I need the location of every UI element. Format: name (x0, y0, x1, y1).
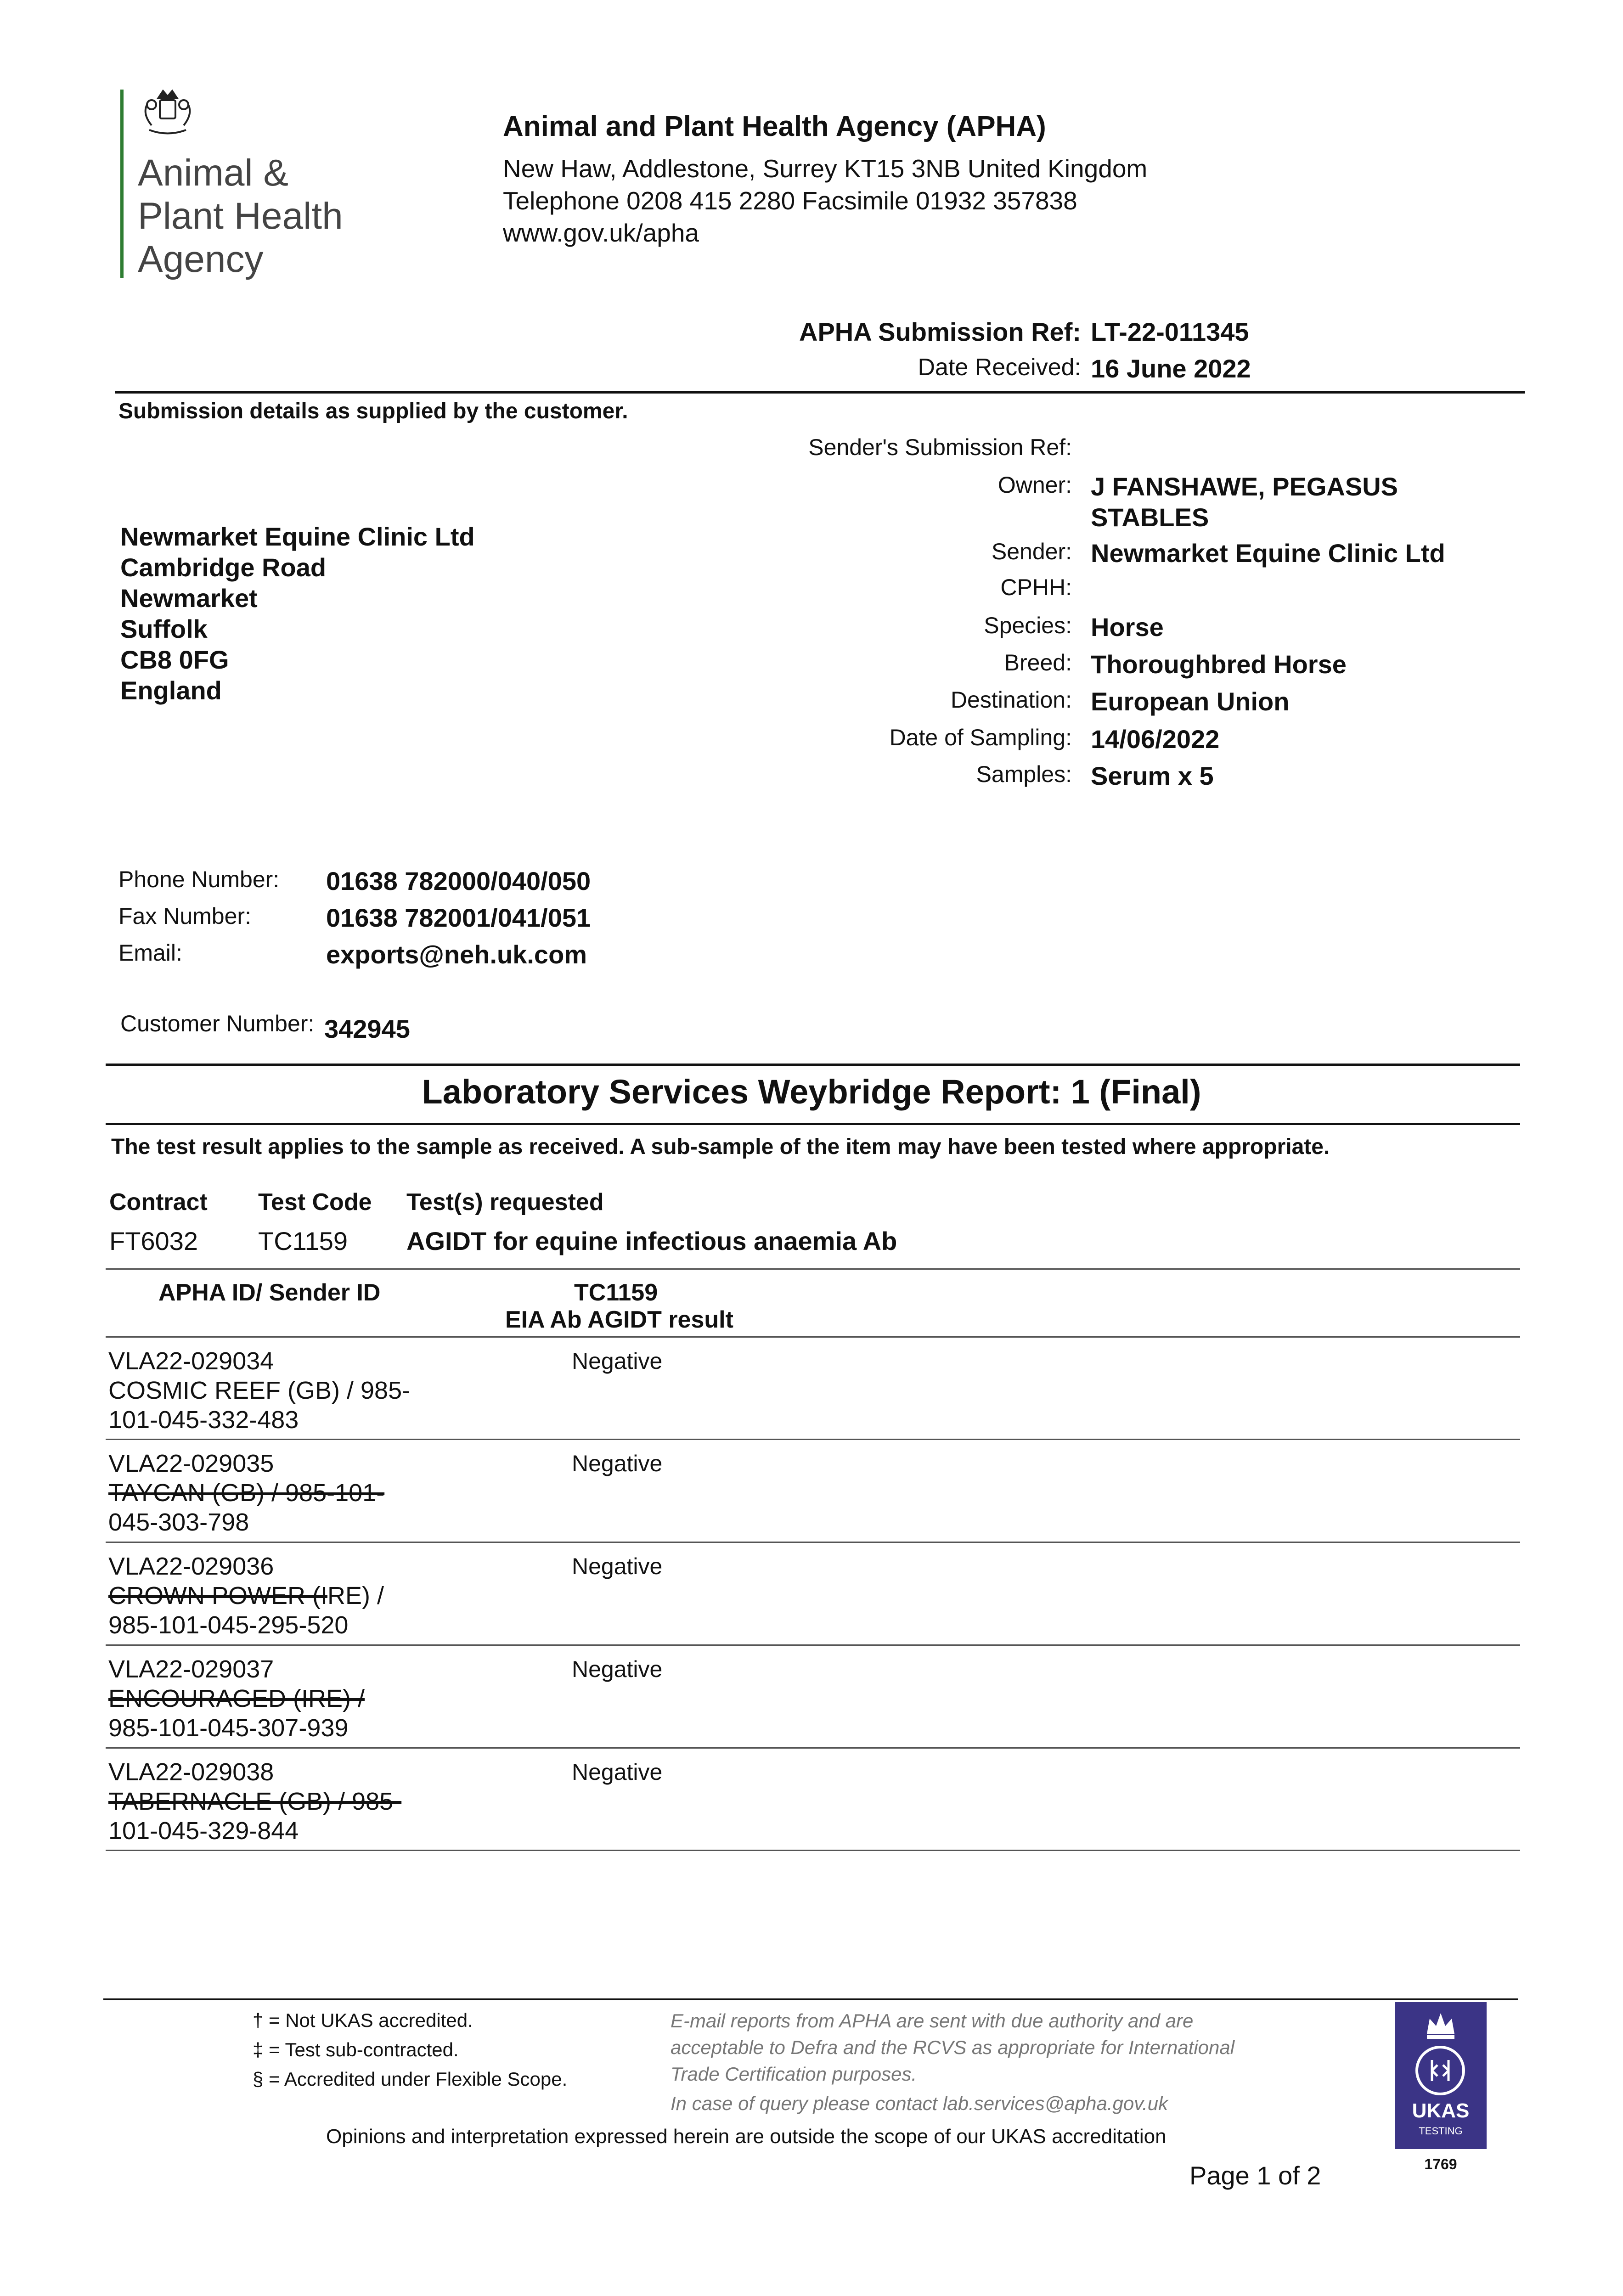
footnote-flexible-scope: § = Accredited under Flexible Scope. (253, 2068, 568, 2090)
email-notice-line: acceptable to Defra and the RCVS as appropriate for International (671, 2037, 1235, 2058)
royal-crest-icon (138, 86, 197, 141)
owner-value-cont: STABLES (1091, 503, 1209, 532)
crown-icon (1423, 2009, 1458, 2041)
sender-id-struck: TABERNACLE (GB) / 985- (108, 1788, 402, 1815)
table-row (108, 1757, 401, 1846)
sampling-date-label: Date of Sampling: (889, 725, 1072, 750)
submission-ref-label: APHA Submission Ref: (799, 317, 1081, 346)
address-line: England (120, 676, 222, 705)
divider (106, 1123, 1520, 1125)
agency-logo-text (138, 152, 343, 281)
address-line: Newmarket Equine Clinic Ltd (120, 522, 475, 551)
email-notice-line: E-mail reports from APHA are sent with due authority and are (671, 2010, 1194, 2032)
samples-label: Samples: (976, 761, 1072, 787)
date-received-label: Date Received: (918, 354, 1081, 381)
result-value: Negative (572, 1656, 663, 1682)
footer-divider (103, 1998, 1518, 2000)
divider (106, 1064, 1520, 1066)
table-row (108, 1552, 384, 1640)
sender-id-struck: TAYCAN (GB) / 985-101- (108, 1479, 385, 1507)
email-notice (671, 2008, 1234, 2088)
fax-label: Fax Number: (118, 903, 251, 929)
customer-address (120, 521, 475, 706)
table-divider (106, 1644, 1520, 1646)
test-code-header: Test Code (258, 1189, 372, 1216)
test-code-value: TC1159 (258, 1227, 348, 1255)
sender-id-tail: RE) / (327, 1582, 384, 1609)
table-divider (106, 1268, 1520, 1270)
breed-value: Thoroughbred Horse (1091, 650, 1347, 679)
table-divider (106, 1850, 1520, 1851)
contract-value: FT6032 (109, 1227, 198, 1255)
sampling-date-value: 14/06/2022 (1091, 725, 1220, 754)
table-divider (106, 1336, 1520, 1338)
contract-header: Contract (109, 1189, 208, 1216)
footnote-not-accredited: † = Not UKAS accredited. (253, 2009, 473, 2031)
report-title: Laboratory Services Weybridge Report: 1 (Final) (422, 1073, 1201, 1111)
email-value[interactable]: exports@neh.uk.com (326, 940, 587, 969)
species-value: Horse (1091, 613, 1164, 642)
samples-value: Serum x 5 (1091, 761, 1214, 790)
senders-ref-label: Sender's Submission Ref: (808, 434, 1072, 460)
apha-id: VLA22-029035 (108, 1450, 274, 1477)
sender-id-cont: 045-303-798 (108, 1508, 249, 1536)
breed-label: Breed: (1004, 650, 1072, 675)
applies-note: The test result applies to the sample as received. A sub-sample of the item may have been tested where appropriate. (111, 1135, 1330, 1159)
fax-value: 01638 782001/041/051 (326, 903, 591, 932)
sender-id-cont: 101-045-329-844 (108, 1817, 299, 1845)
sender-id-cont: 985-101-045-307-939 (108, 1714, 349, 1742)
agency-phone: Telephone 0208 415 2280 Facsimile 01932 357838 (503, 186, 1077, 215)
address-line: CB8 0FG (120, 645, 229, 674)
table-divider (106, 1439, 1520, 1440)
agency-web[interactable]: www.gov.uk/apha (503, 219, 699, 247)
apha-id: VLA22-029034 (108, 1347, 274, 1375)
table-row (108, 1346, 410, 1435)
ukas-emblem-icon (1415, 2046, 1465, 2095)
agency-address: New Haw, Addlestone, Surrey KT15 3NB United Kingdom (503, 154, 1148, 183)
logo-accent-bar (120, 90, 124, 278)
logo-line: Agency (138, 238, 264, 280)
tests-requested-header: Test(s) requested (406, 1189, 604, 1216)
col-id-header: APHA ID/ Sender ID (158, 1279, 381, 1306)
divider (115, 391, 1525, 394)
sender-id-cont: 101-045-332-483 (108, 1406, 299, 1434)
result-value: Negative (572, 1348, 663, 1374)
customer-number-value: 342945 (324, 1014, 410, 1043)
query-contact: In case of query please contact lab.services@apha.gov.uk (671, 2093, 1168, 2114)
sender-id: COSMIC REEF (GB) / 985- (108, 1377, 411, 1404)
customer-note: Submission details as supplied by the customer. (118, 399, 628, 423)
ukas-testing-label: TESTING (1419, 2125, 1463, 2137)
col-result-header: EIA Ab AGIDT result (505, 1306, 733, 1333)
sender-id-cont: 985-101-045-295-520 (108, 1611, 349, 1639)
ukas-logo (1395, 2002, 1487, 2149)
species-label: Species: (984, 613, 1072, 638)
table-row (108, 1654, 365, 1743)
address-line: Newmarket (120, 584, 258, 613)
table-divider (106, 1747, 1520, 1749)
phone-value: 01638 782000/040/050 (326, 867, 591, 895)
destination-value: European Union (1091, 687, 1290, 716)
address-line: Cambridge Road (120, 553, 327, 582)
ukas-label: UKAS (1412, 2099, 1470, 2122)
logo-line: Plant Health (138, 195, 343, 237)
page-number: Page 1 of 2 (1189, 2161, 1321, 2190)
apha-id: VLA22-029037 (108, 1655, 274, 1683)
result-value: Negative (572, 1553, 663, 1579)
customer-number-label: Customer Number: (120, 1011, 315, 1036)
agency-name: Animal and Plant Health Agency (APHA) (503, 111, 1046, 142)
email-notice-line: Trade Certification purposes. (671, 2063, 917, 2085)
destination-label: Destination: (950, 687, 1072, 713)
cphh-label: CPHH: (1000, 574, 1072, 600)
logo-line: Animal & (138, 152, 289, 194)
ukas-scope-note: Opinions and interpretation expressed herein are outside the scope of our UKAS accreditation (326, 2125, 1167, 2148)
sender-label: Sender: (991, 539, 1072, 564)
phone-label: Phone Number: (118, 867, 280, 892)
sender-id-struck: CROWN POWER (I (108, 1582, 327, 1609)
table-row (108, 1449, 384, 1537)
owner-value: J FANSHAWE, PEGASUS (1091, 472, 1398, 501)
ukas-number: 1769 (1424, 2156, 1457, 2172)
col-result-code-header: TC1159 (574, 1279, 658, 1306)
email-label: Email: (118, 940, 182, 966)
result-value: Negative (572, 1759, 663, 1785)
sender-value: Newmarket Equine Clinic Ltd (1091, 539, 1445, 568)
table-divider (106, 1542, 1520, 1543)
address-line: Suffolk (120, 614, 208, 643)
sender-id-struck: ENCOURAGED (IRE) / (108, 1685, 365, 1712)
footnote-subcontracted: ‡ = Test sub-contracted. (253, 2039, 459, 2060)
test-name-value: AGIDT for equine infectious anaemia Ab (406, 1227, 897, 1255)
apha-id: VLA22-029038 (108, 1758, 274, 1786)
date-received-value: 16 June 2022 (1091, 354, 1251, 383)
apha-id: VLA22-029036 (108, 1553, 274, 1580)
result-value: Negative (572, 1451, 663, 1476)
owner-label: Owner: (997, 472, 1072, 498)
submission-ref-value: LT-22-011345 (1091, 317, 1249, 346)
